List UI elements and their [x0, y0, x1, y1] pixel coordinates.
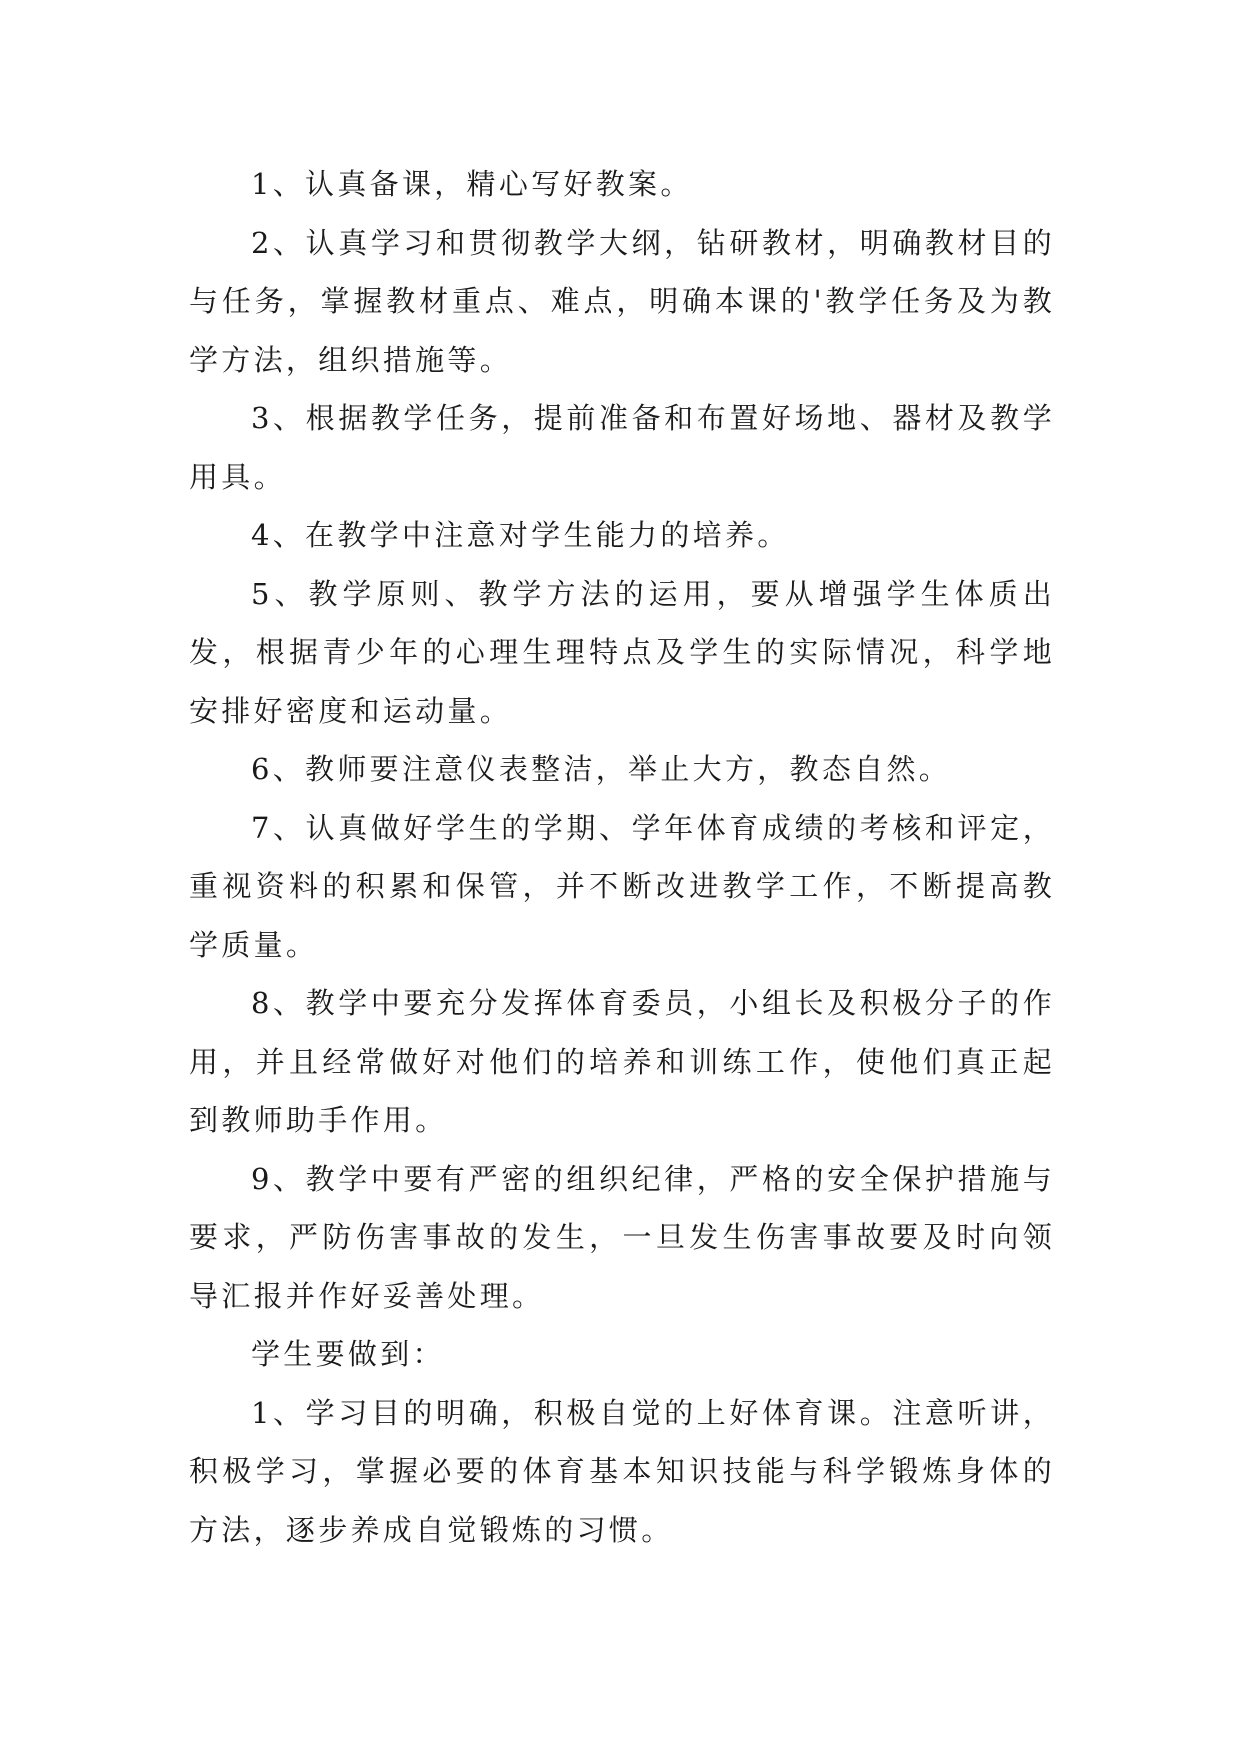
- paragraph-9: 9、教学中要有严密的组织纪律，严格的安全保护措施与要求，严防伤害事故的发生，一旦发生伤害事故要及时向领导汇报并作好妥善处理。: [189, 1161, 1055, 1313]
- paragraph-5: 5、教学原则、教学方法的运用，要从增强学生体质出发，根据青少年的心理生理特点及学生的实际情况，科学地安排好密度和运动量。: [189, 576, 1055, 728]
- paragraph-2: 2、认真学习和贯彻教学大纲，钻研教材，明确教材目的与任务，掌握教材重点、难点，明确本课的'教学任务及为教学方法，组织措施等。: [189, 225, 1055, 377]
- document-body: [189, 155, 1055, 1559]
- paragraph-8: 8、教学中要充分发挥体育委员，小组长及积极分子的作用，并且经常做好对他们的培养和训练工作，使他们真正起到教师助手作用。: [189, 986, 1055, 1137]
- section-heading-students: 学生要做到：: [251, 1337, 445, 1371]
- paragraph-3: 3、根据教学任务，提前准备和布置好场地、器材及教学用具。: [189, 401, 1055, 494]
- paragraph-6: 6、教师要注意仪表整洁，举止大方，教态自然。: [251, 752, 952, 786]
- paragraph-7: 7、认真做好学生的学期、学年体育成绩的考核和评定，重视资料的积累和保管，并不断改进教学工作，不断提高教学质量。: [189, 810, 1055, 962]
- paragraph-students-1: 1、学习目的明确，积极自觉的上好体育课。注意听讲，积极学习，掌握必要的体育基本知识技能与科学锻炼身体的方法，逐步养成自觉锻炼的习惯。: [189, 1395, 1055, 1547]
- paragraph-1: 1、认真备课，精心写好教案。: [251, 167, 693, 201]
- paragraph-4: 4、在教学中注意对学生能力的培养。: [251, 518, 790, 552]
